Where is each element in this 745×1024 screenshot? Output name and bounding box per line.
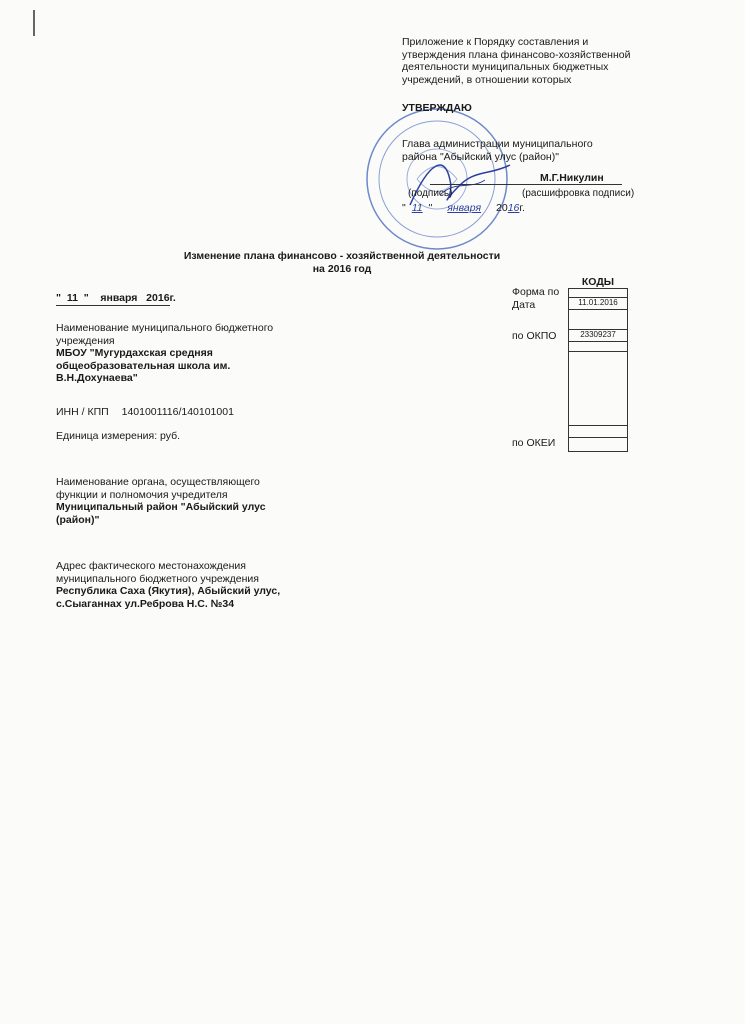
codes-cell	[569, 309, 627, 330]
okpo-label: по ОКПО	[512, 330, 557, 342]
address-value-line: с.Сыаганнах ул.Реброва Н.С. №34	[56, 597, 235, 610]
signature-caption: (подпись)	[408, 188, 453, 199]
inn-value: 1401001116/140101001	[121, 406, 234, 418]
address-label-line: Адрес фактического местонахождения	[56, 560, 246, 572]
form-label	[512, 286, 559, 311]
institution-name-line: В.Н.Дохунаева"	[56, 372, 138, 384]
date-day: 11	[411, 202, 423, 214]
title-line: на 2016 год	[312, 262, 372, 275]
founder-name-line: Муниципальный район "Абыйский улус	[56, 501, 266, 513]
date-year-suffix: 16	[507, 202, 520, 214]
title-line: Изменение плана финансово - хозяйственной деятельности	[183, 250, 501, 262]
institution-label-line: учреждения	[56, 334, 115, 347]
scan-mark	[33, 10, 35, 36]
date-tail: г.	[519, 202, 525, 214]
okei-label: по ОКЕИ	[512, 437, 556, 449]
appendix-line: утверждения плана финансово-хозяйственной	[402, 48, 631, 61]
address-block	[56, 560, 280, 610]
form-label-line: Дата	[512, 298, 536, 311]
date-year-prefix: 20	[496, 202, 508, 214]
form-label-line: Форма по	[512, 286, 560, 298]
codes-cell	[569, 425, 627, 438]
approval-position-line: района "Абыйский улус (район)"	[402, 150, 559, 163]
codes-cell	[569, 351, 627, 426]
institution-name-line: МБОУ "Мугурдахская средняя	[56, 347, 213, 359]
date-quote-close: "	[428, 202, 433, 214]
date-code-cell: 11.01.2016	[569, 297, 627, 310]
appendix-line: Приложение к Порядку составления и	[402, 36, 589, 48]
signer-name: М.Г.Никулин	[540, 172, 604, 184]
okpo-code-cell: 23309237	[569, 329, 627, 342]
founder-label-line: функции и полномочия учредителя	[56, 488, 228, 501]
approval-heading: УТВЕРЖДАЮ	[402, 102, 472, 114]
appendix-line: деятельности муниципальных бюджетных	[402, 61, 609, 73]
approval-position-line: Глава администрации муниципального	[402, 138, 593, 150]
founder-label-line: Наименование органа, осуществляющего	[56, 476, 260, 488]
decoding-caption: (расшифровка подписи)	[522, 188, 635, 199]
institution-name-line: общеобразовательная школа им.	[56, 359, 231, 372]
document-date: " 11 " января 2016г.	[56, 292, 176, 304]
appendix-note	[402, 36, 631, 86]
codes-header: КОДЫ	[581, 276, 615, 288]
institution-block	[56, 322, 273, 385]
address-label-line: муниципального бюджетного учреждения	[56, 572, 259, 585]
approval-date	[402, 202, 525, 215]
date-quote-open: "	[402, 202, 406, 214]
codes-table	[568, 288, 628, 452]
inn-label: ИНН / КПП	[56, 406, 109, 418]
unit-label: Единица измерения: руб.	[56, 430, 181, 442]
date-month: января	[447, 202, 482, 214]
founder-block	[56, 476, 266, 526]
appendix-line: учреждений, в отношении которых	[402, 73, 572, 86]
institution-label-line: Наименование муниципального бюджетного	[56, 322, 274, 334]
address-value-line: Республика Саха (Якутия), Абыйский улус,	[56, 585, 281, 597]
document-title	[0, 250, 684, 275]
founder-name-line: (район)"	[56, 513, 100, 526]
inn-row	[56, 406, 234, 419]
document-date-underline	[56, 305, 170, 306]
